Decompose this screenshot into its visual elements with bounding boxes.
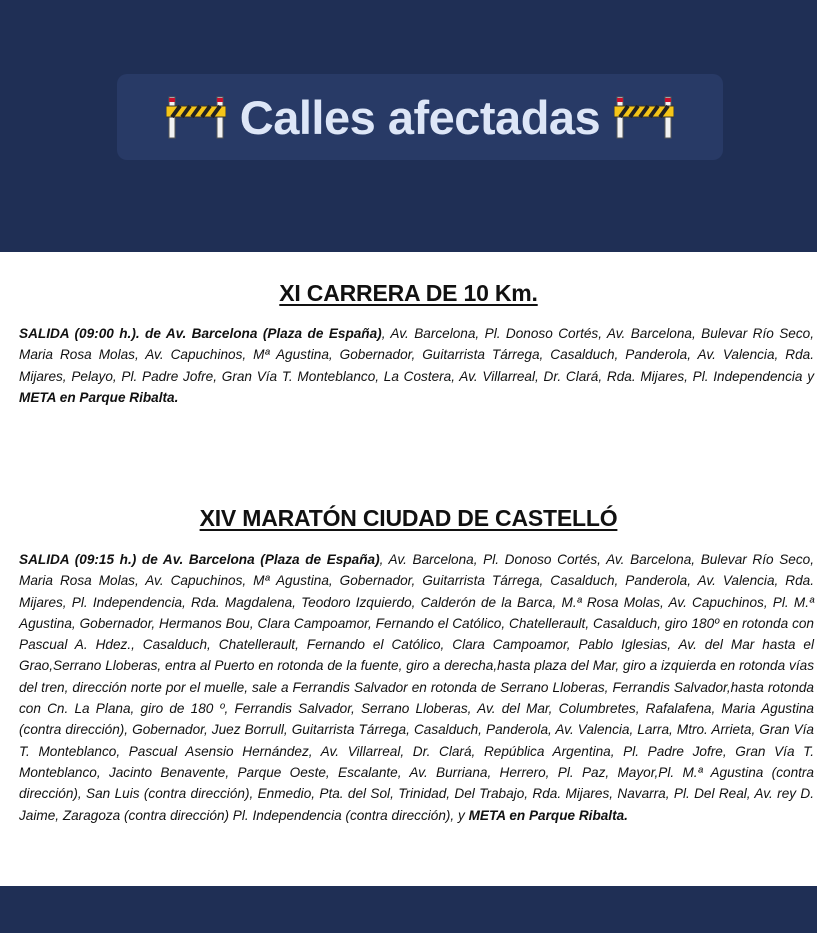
marathon-heading: XIV MARATÓN CIUDAD DE CASTELLÓ <box>199 505 618 531</box>
marathon-route <box>19 549 814 826</box>
construction-barrier-icon <box>614 94 674 140</box>
race-10k-finish: META en Parque Ribalta. <box>19 389 179 405</box>
construction-barrier-icon <box>166 94 226 140</box>
title-banner <box>117 74 723 160</box>
race-10k-streets: , Av. Barcelona, Pl. Donoso Cortés, Av. Barcelona, Bulevar Río Seco, Maria Rosa Molas, Av. Capuchinos, Mª Agustina, Gobernador, Guitarrista Tárrega, Casalduch, Panderola, Av. Valencia, Rda. Mijares, Pelayo, Pl. Padre Jofre, Gran Vía T. Monteblanco, La Costera, Av. Villarreal, Dr. Clará, Rda. Mijares, Pl. Independencia y <box>19 326 815 384</box>
race-10k-heading: XI CARRERA DE 10 Km. <box>279 280 538 306</box>
document-page <box>0 252 817 886</box>
page-title: Calles afectadas <box>239 90 601 144</box>
marathon-streets: , Av. Barcelona, Pl. Donoso Cortés, Av. Barcelona, Bulevar Río Seco, Maria Rosa Molas, Av. Capuchinos, Mª Agustina, Gobernador, Guitarrista Tárrega, Casalduch, Panderola, Av. Valencia, Rda. Mijares, Pl. Independencia, Rda. Magdalena, Teodoro Izquierdo, Calderón de la Barca, M.ª Rosa Molas, Av. Capuchinos, Pl. M.ª Agustina, Gobernador, Hermanos Bou, Clara Campoamor, Fernando el Católico, Chatellerault, Casalduch, giro 180º en rotonda con Pascual A. Hdez., Casalduch, Chatellerault, Fernando el Católico, Clara Campoamor, Pablo Iglesias, Av. del Mar hasta el Grao,Serrano Lloberas, entra al Puerto en rotonda de la fuente, giro a derecha,hasta plaza del Mar, giro a izquierda en rotonda vías del tren, dirección norte por el muelle, sale a Ferrandis Salvador en rotonda de Serrano Lloberas, Ferrandis Salvador,hasta rotonda con Cn. La Plana, giro de 180 º, Ferrandis Salvador, Serrano Lloberas, Av. del Mar, Columbretes, Rafalafena, Maria Agustina (contra dirección), Gobernador, Juez Borrull, Guitarrista Tárrega, Casalduch, Panderola, Av. Valencia, Larra, Mtro. Arrieta, Gran Vía T. Monteblanco, Pascual Asensio Hernández, Av. Villarreal, Dr. Clará, República Argentina, Pl. Padre Jofre, Gran Vía T. Monteblanco, Jacinto Benavente, Parque Oeste, Escalante, Av. Burriana, Herrero, Pl. Paz, Mayor,Pl. M.ª Agustina (contra dirección), San Luis (contra dirección), Enmedio, Pta. del Sol, Trinidad, Del Trabajo, Rda. Mijares, Navarra, Pl. Del Real, Av. rey D. Jaime, Zaragoza (contra dirección) Pl. Independencia (contra dirección), y <box>19 552 814 823</box>
marathon-start: SALIDA (09:15 h.) de Av. Barcelona (Plaza de España) <box>19 552 380 567</box>
marathon-finish: META en Parque Ribalta. <box>468 807 628 823</box>
race-10k-route <box>19 323 814 408</box>
race-10k-start: SALIDA (09:00 h.). de Av. Barcelona (Plaza de España) <box>19 326 382 341</box>
